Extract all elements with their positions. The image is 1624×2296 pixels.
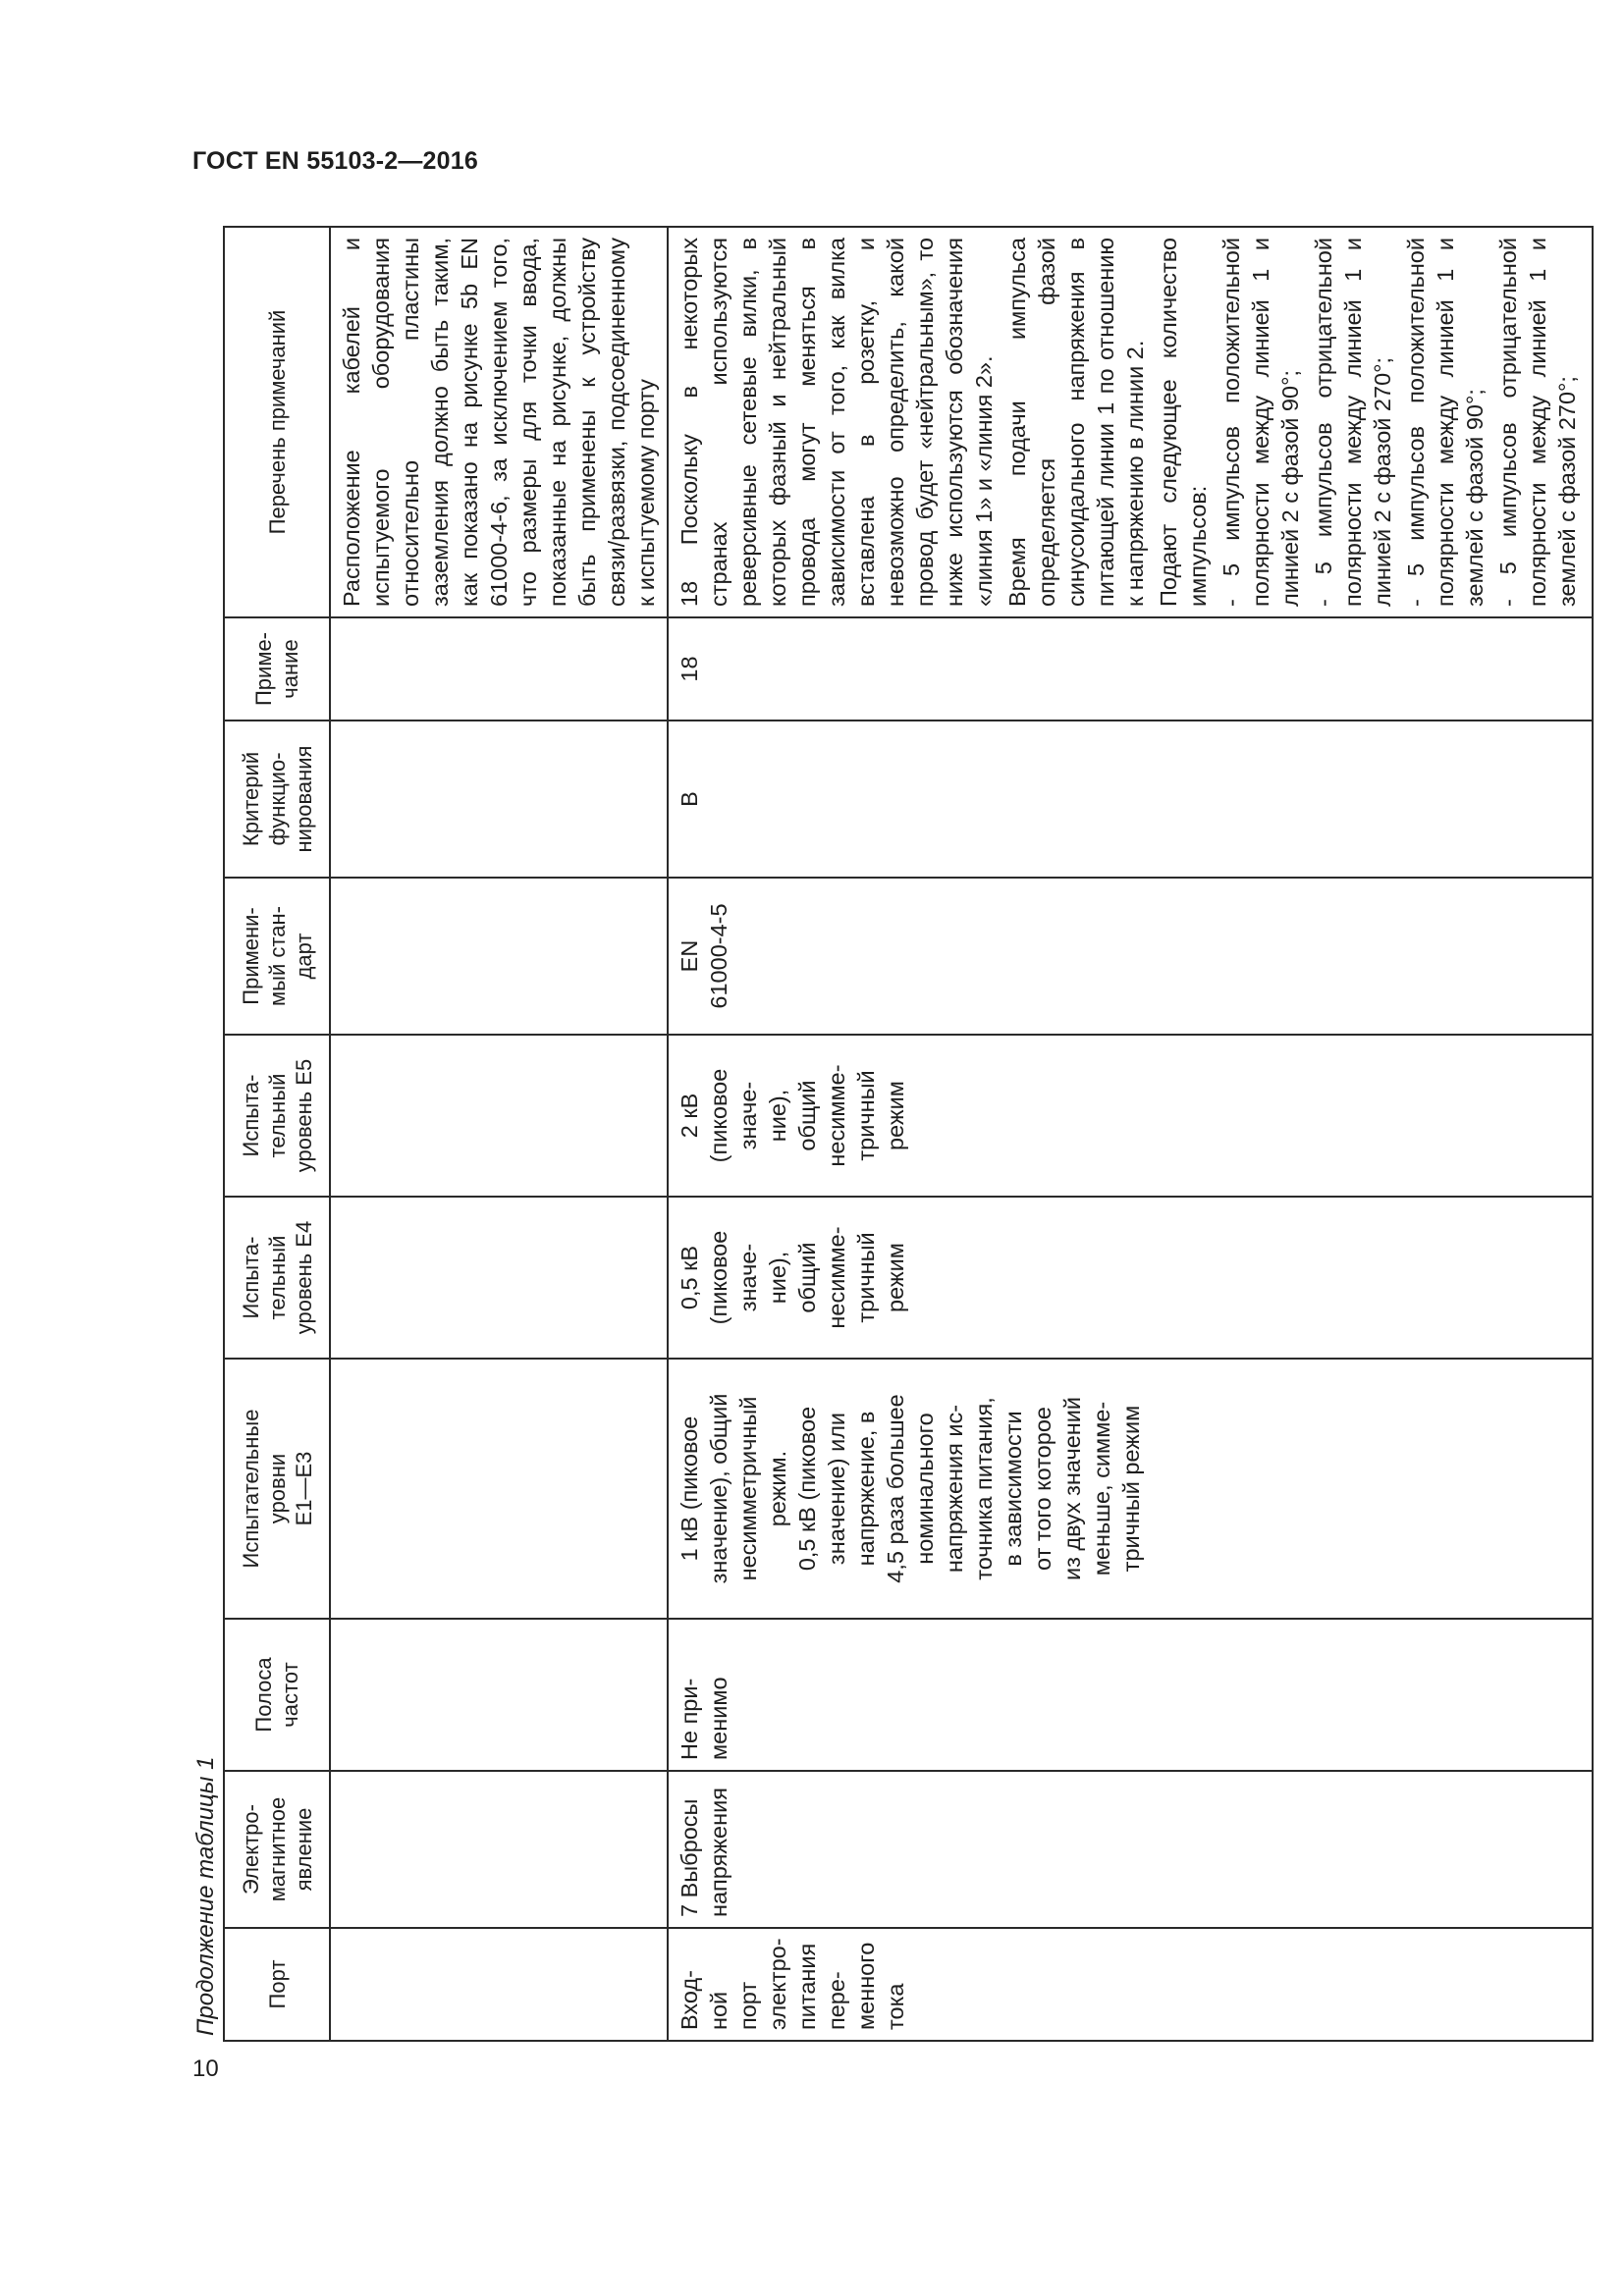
note-paragraph: - 5 импульсов положительной полярности между линией 1 и землей с фазой 90°; <box>1403 238 1488 607</box>
column-header-note: Приме- чание <box>224 617 330 721</box>
table-cell-band <box>330 1619 668 1771</box>
table-cell-notes-list: Расположение кабелей и испытуемого оборудования относительно пластины заземления должно быть таким, как показано на рисунке 5b EN 61000-4-6, за исключением того, что размеры для точки ввода, показанные на рисунке, должны быть применены к устройству связи/развязки, подсоединенному к испытуемому порту <box>330 227 668 617</box>
table-cell-level-e5 <box>330 1035 668 1197</box>
column-header-levels-e1-e3: Испытательные уровни E1—E3 <box>224 1359 330 1619</box>
column-header-standard: Примени- мый стан- дарт <box>224 878 330 1035</box>
table-cell-level-e4 <box>330 1197 668 1359</box>
column-header-frequency-band: Полоса частот <box>224 1619 330 1771</box>
table-cell-phenomenon: 7 Выбросы напряжения <box>668 1771 1593 1928</box>
table-cell-port: Вход- ной порт электро- питания пере- менного тока <box>668 1928 1593 2041</box>
table-cell-phenomenon <box>330 1771 668 1928</box>
table-cell-standard <box>330 878 668 1035</box>
note-paragraph: Подают следующее количество импульсов: <box>1156 238 1211 607</box>
document-code: ГОСТ EN 55103-2—2016 <box>192 147 478 175</box>
table-cell-levels-e1-e3 <box>330 1359 668 1619</box>
table-cell-note <box>330 617 668 721</box>
table-row <box>330 227 668 2041</box>
note-paragraph: - 5 импульсов положительной полярности между линией 1 и линией 2 с фазой 90°; <box>1218 238 1303 607</box>
note-paragraph: 18 Поскольку в некоторых странах используются реверсивные сетевые вилки, в которых фазный и нейтральный провода могут меняться в зависимости от того, как вилка вставлена в розетку, и невозможно определить, какой провод будет «нейтральным», то ниже используются обозначения «линия 1» и «линия 2». <box>677 238 997 607</box>
table-cell-standard: EN 61000-4-5 <box>668 878 1593 1035</box>
table-cell-levels-e1-e3: 1 кВ (пиковое значение), общий несимметричный режим. 0,5 кВ (пиковое значение) или напряжение, в 4,5 раза большее номинального напряжения ис- точника питания, в зависимости от того которое из двух значений меньше, симме- тричный режим <box>668 1359 1593 1619</box>
column-header-level-e5: Испыта- тельный уровень E5 <box>224 1035 330 1197</box>
note-paragraph: - 5 импульсов отрицательной полярности между линией 1 и землей с фазой 270°; <box>1495 238 1580 607</box>
column-header-criterion: Критерий функцио- нирования <box>224 721 330 878</box>
table-cell-port <box>330 1928 668 2041</box>
table-cell-level-e5: 2 кВ (пиковое значе- ние), общий несимме- тричный режим <box>668 1035 1593 1197</box>
rotated-table-container <box>223 228 1580 2042</box>
table-cell-criterion <box>330 721 668 878</box>
table-cell-note: 18 <box>668 617 1593 721</box>
note-paragraph: - 5 импульсов отрицательной полярности между линией 1 и линией 2 с фазой 270°; <box>1311 238 1395 607</box>
page-number: 10 <box>192 2056 219 2082</box>
table-cell-level-e4: 0,5 кВ (пиковое значе- ние), общий несимме- тричный режим <box>668 1197 1593 1359</box>
column-header-notes-list: Перечень примечаний <box>224 227 330 617</box>
column-header-phenomenon: Электро- магнитное явление <box>224 1771 330 1928</box>
table-cell-band: Не при- менимо <box>668 1619 1593 1771</box>
note-paragraph: Время подачи импульса определяется фазой синусоидального напряжения в питающей линии 1 по отношению к напряжению в линии 2. <box>1004 238 1148 607</box>
table-cell-notes-list <box>668 227 1593 617</box>
table-header-row <box>224 227 330 2041</box>
table-cell-criterion: B <box>668 721 1593 878</box>
table-row <box>668 227 1593 2041</box>
table-continuation-caption: Продолжение таблицы 1 <box>192 1756 219 2036</box>
column-header-level-e4: Испыта- тельный уровень E4 <box>224 1197 330 1359</box>
requirements-table <box>223 226 1594 2042</box>
column-header-port: Порт <box>224 1928 330 2041</box>
